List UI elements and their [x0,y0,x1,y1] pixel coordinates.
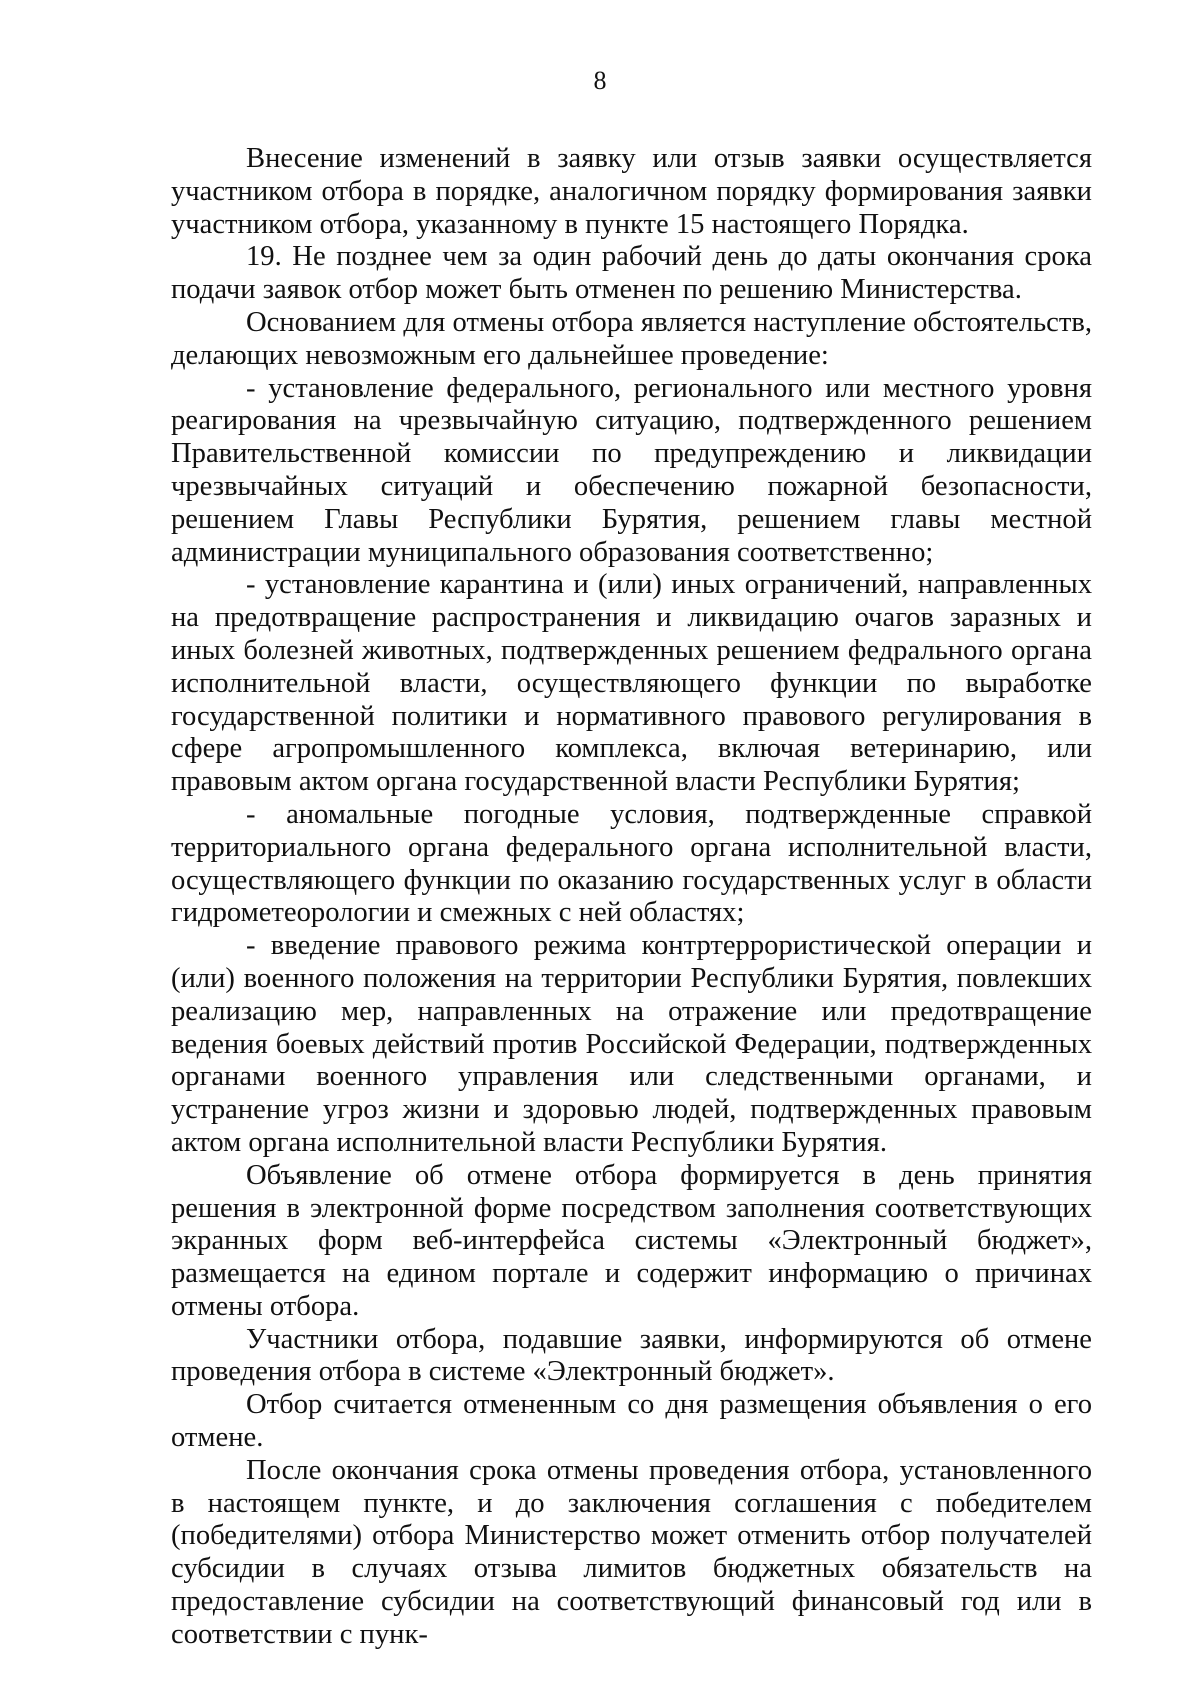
document-body [171,143,1092,1652]
list-item-counterterrorism: - введение правового режима контртеррористической операции и (или) военного положения на территории Республики Бурятия, повлекших реализацию мер, направленных на отражение или предотвращение ведения боевых действий против Российской Федерации, подтвержденных органами военного управления или следственными органами, и устранение угроз жизни и здоровью людей, подтвержденных правовым актом органа исполнительной власти Республики Бурятия. [171,930,1092,1158]
paragraph-amendment-withdrawal: Внесение изменений в заявку или отзыв заявки осуществляется участником отбора в порядке, аналогичном порядку формирования заявки участником отбора, указанному в пункте 15 настоящего Порядка. [171,143,1092,240]
paragraph-cancellation-effective: Отбор считается отмененным со дня размещения объявления о его отмене. [171,1389,1092,1454]
list-item-quarantine: - установление карантина и (или) иных ограничений, направленных на предотвращение распространения и ликвидацию очагов заразных и иных болезней животных, подтвержденных решением федрального органа исполнительной власти, осуществляющего функции по выработке государственной политики и нормативного правового регулирования в сфере агропромышленного комплекса, включая ветеринарию, или правовым актом органа государственной власти Республики Бурятия; [171,569,1092,798]
page-number: 8 [593,66,607,95]
paragraph-19-cancellation: 19. Не позднее чем за один рабочий день до даты окончания срока подачи заявок отбор может быть отменен по решению Министерства. [171,241,1092,306]
list-item-emergency: - установление федерального, регионального или местного уровня реагирования на чрезвычайную ситуацию, подтвержденного решением Правительственной комиссии по предупреждению и ликвидации чрезвычайных ситуаций и обеспечению пожарной безопасности, решением Главы Республики Бурятия, решением главы местной администрации муниципального образования соответственно; [171,372,1092,568]
paragraph-cancellation-grounds: Основанием для отмены отбора является наступление обстоятельств, делающих невозможным его дальнейшее проведение: [171,306,1092,371]
list-item-weather: - аномальные погодные условия, подтвержденные справкой территориального органа федерального органа исполнительной власти, осуществляющего функции по оказанию государственных услуг в области гидрометеорологии и смежных с ней областях; [171,798,1092,929]
paragraph-participants-notified: Участники отбора, подавшие заявки, информируются об отмене проведения отбора в системе «Электронный бюджет». [171,1323,1092,1388]
paragraph-after-deadline: После окончания срока отмены проведения отбора, установленного в настоящем пункте, и до заключения соглашения с победителем (победителями) отбора Министерство может отменить отбор получателей субсидии в случаях отзыва лимитов бюджетных обязательств на предоставление субсидии на соответствующий финансовый год или в соответствии с пунк- [171,1454,1092,1650]
paragraph-cancellation-announcement: Объявление об отмене отбора формируется в день принятия решения в электронной форме посредством заполнения соответствующих экранных форм веб-интерфейса системы «Электронный бюджет», размещается на едином портале и содержит информацию о причинах отмены отбора. [171,1159,1092,1322]
